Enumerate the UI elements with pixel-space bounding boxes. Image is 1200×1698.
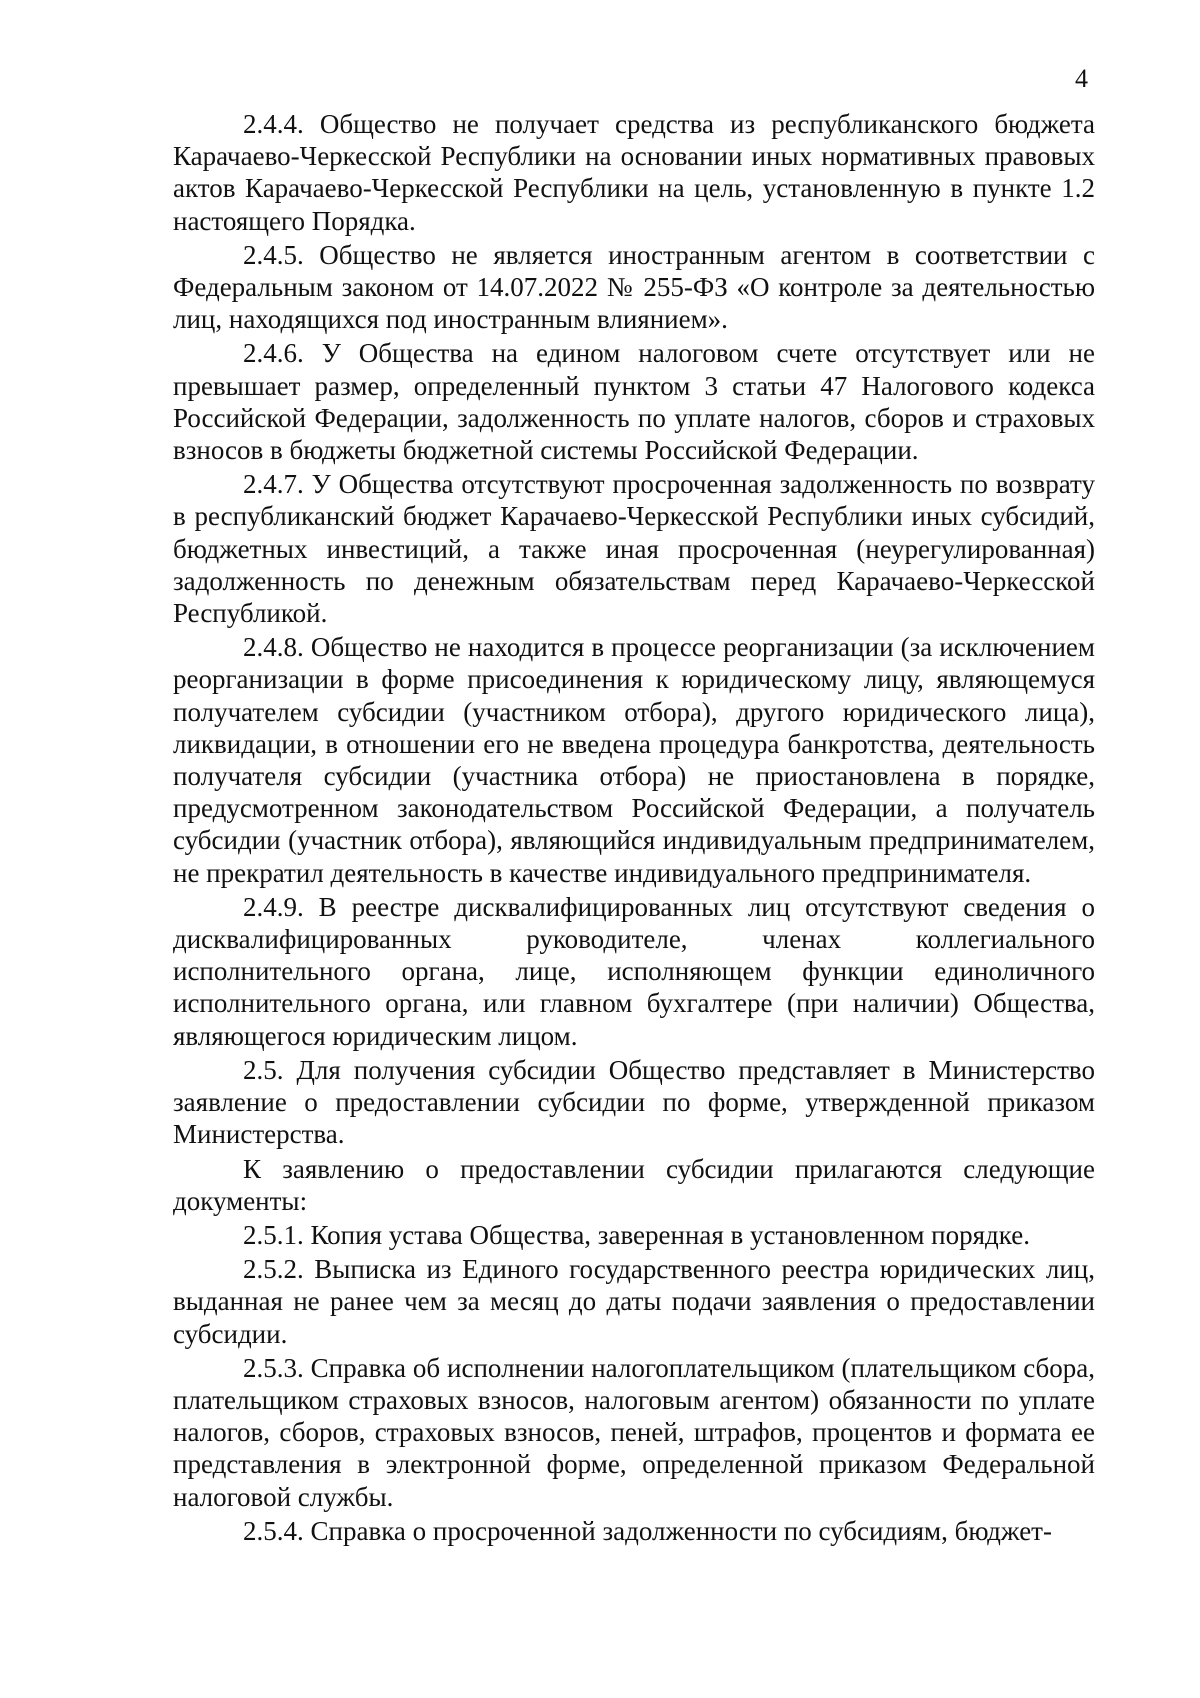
paragraph-2-4-4: 2.4.4. Общество не получает средства из республиканского бюджета Карачаево-Черкесской Республики на основании иных нормативных правовых актов Карачаево-Черкесской Республики на цель, установленную в пункте 1.2 настоящего Порядка.	[173, 109, 1095, 236]
page-number: 4	[1075, 64, 1088, 93]
paragraph-2-5-3: 2.5.3. Справка об исполнении налогоплательщиком (плательщиком сбора, плательщиком страховых взносов, налоговым агентом) обязанности по уплате налогов, сборов, страховых взносов, пеней, штрафов, процентов и формата ее представления в электронной форме, определенной приказом Федеральной налоговой службы.	[173, 1352, 1095, 1512]
paragraph-2-5-1: 2.5.1. Копия устава Общества, заверенная в установленном порядке.	[243, 1219, 1030, 1250]
paragraph-attachments-intro: К заявлению о предоставлении субсидии прилагаются следующие документы:	[173, 1153, 1095, 1216]
paragraph-2-4-8: 2.4.8. Общество не находится в процессе реорганизации (за исключением реорганизации в форме присоединения к юридическому лицу, являющемуся получателем субсидии (участником отбора), другого юридического лица), ликвидации, в отношении его не введена процедура банкротства, деятельность получателя субсидии (участника отбора) не приостановлена в порядке, предусмотренном законодательством Российской Федерации, а получатель субсидии (участник отбора), являющийся индивидуальным предпринимателем, не прекратил деятельность в качестве индивидуального предпринимателя.	[173, 632, 1095, 888]
paragraph-2-4-5: 2.4.5. Общество не является иностранным агентом в соответствии с Федеральным законом от 14.07.2022 № 255-ФЗ «О контроле за деятельностью лиц, находящихся под иностранным влиянием».	[173, 239, 1095, 335]
paragraph-2-5-4: 2.5.4. Справка о просроченной задолженности по субсидиям, бюджет-	[243, 1515, 1052, 1546]
paragraph-2-5-2: 2.5.2. Выписка из Единого государственного реестра юридических лиц, выданная не ранее чем за месяц до даты подачи заявления о предоставлении субсидии.	[173, 1254, 1095, 1349]
paragraph-2-4-9: 2.4.9. В реестре дисквалифицированных лиц отсутствуют сведения о дисквалифицированных руководителе, членах коллегиального исполнительного органа, лице, исполняющем функции единоличного исполнительного органа, или главном бухгалтере (при наличии) Общества, являющегося юридическим лицом.	[173, 891, 1095, 1051]
document-body	[173, 108, 1095, 1549]
paragraph-2-4-7: 2.4.7. У Общества отсутствуют просроченная задолженность по возврату в республиканский бюджет Карачаево-Черкесской Республики иных субсидий, бюджетных инвестиций, а также иная просроченная (неурегулированная) задолженность по денежным обязательствам перед Карачаево-Черкесской Республикой.	[173, 469, 1095, 629]
paragraph-2-4-6: 2.4.6. У Общества на едином налоговом счете отсутствует или не превышает размер, определенный пунктом 3 статьи 47 Налогового кодекса Российской Федерации, задолженность по уплате налогов, сборов и страховых взносов в бюджеты бюджетной системы Российской Федерации.	[173, 338, 1095, 466]
paragraph-2-5: 2.5. Для получения субсидии Общество представляет в Министерство заявление о предоставлении субсидии по форме, утвержденной приказом Министерства.	[173, 1054, 1095, 1150]
